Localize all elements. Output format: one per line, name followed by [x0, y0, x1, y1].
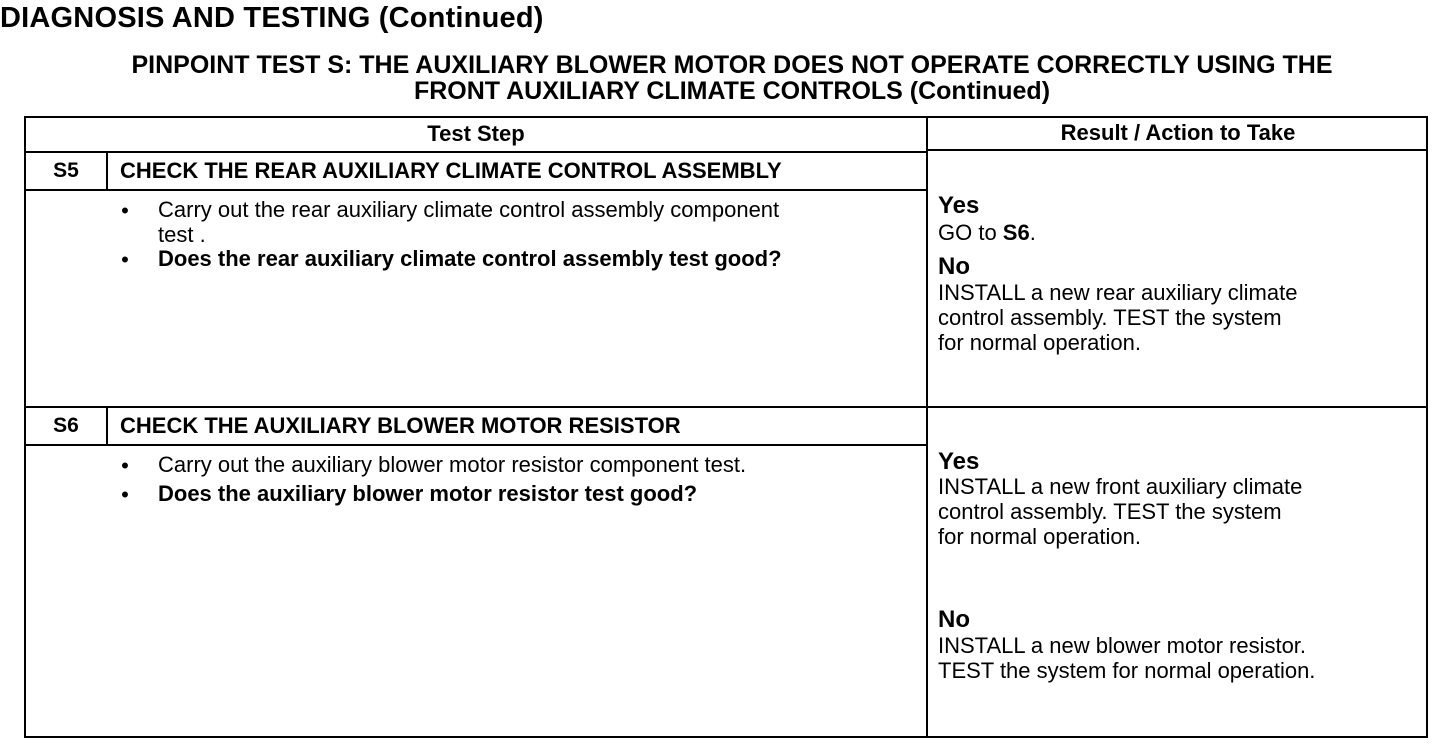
s6-step-question: Does the auxiliary blower motor resistor test good?	[158, 481, 698, 506]
step-title-s6: CHECK THE AUXILIARY BLOWER MOTOR RESISTOR	[120, 413, 681, 438]
header-divider-right	[928, 149, 1428, 151]
s6-id-divider	[106, 408, 108, 444]
step-title-s5: CHECK THE REAR AUXILIARY CLIMATE CONTROL ASSEMBLY	[120, 158, 782, 183]
page-title: DIAGNOSIS AND TESTING (Continued)	[0, 2, 544, 34]
s5-step-question: Does the rear auxiliary climate control assembly test good?	[158, 246, 782, 271]
s5-title-divider	[26, 189, 926, 191]
s6-step-instruction: Carry out the auxiliary blower motor resistor component test.	[158, 452, 747, 477]
pinpoint-test-table	[24, 116, 1428, 738]
row-divider	[26, 406, 1428, 408]
s5-no-label: No	[938, 253, 970, 280]
header-test-step: Test Step	[427, 121, 525, 146]
test-title-line-1: PINPOINT TEST S: THE AUXILIARY BLOWER MOTOR DOES NOT OPERATE CORRECTLY USING THE	[131, 51, 1333, 79]
s5-yes-prefix: GO to	[938, 220, 1003, 245]
s6-yes-action-line-1: INSTALL a new front auxiliary climate	[938, 474, 1303, 499]
test-title-line-2: FRONT AUXILIARY CLIMATE CONTROLS (Continued)	[413, 77, 1051, 105]
step-id-s5: S5	[53, 159, 79, 182]
s5-yes-target: S6	[1002, 220, 1030, 245]
s6-no-action-line-1: INSTALL a new blower motor resistor.	[938, 633, 1307, 658]
s5-step-instruction: Carry out the rear auxiliary climate control assembly component	[158, 197, 780, 222]
s5-no-action-line-2: control assembly. TEST the system	[938, 305, 1282, 330]
s5-no-action-line-1: INSTALL a new rear auxiliary climate	[938, 280, 1298, 305]
step-id-s6: S6	[53, 414, 79, 437]
s5-yes-action	[938, 220, 1036, 245]
column-divider	[926, 118, 928, 736]
s5-step-instruction-cont: test .	[158, 222, 206, 247]
s6-no-label: No	[938, 606, 970, 633]
bullet-icon: •	[121, 453, 129, 478]
header-result-action: Result / Action to Take	[1060, 120, 1296, 145]
s6-yes-action-line-2: control assembly. TEST the system	[938, 499, 1282, 524]
s6-yes-action-line-3: for normal operation.	[938, 524, 1141, 549]
s6-no-action-line-2: TEST the system for normal operation.	[938, 658, 1316, 683]
bullet-icon: •	[121, 482, 129, 507]
header-divider-left	[26, 151, 926, 153]
s6-title-divider	[26, 444, 926, 446]
s5-yes-label: Yes	[938, 192, 980, 219]
s6-yes-label: Yes	[938, 448, 980, 475]
bullet-icon: •	[121, 247, 129, 272]
s5-id-divider	[106, 153, 108, 189]
s5-no-action-line-3: for normal operation.	[938, 330, 1141, 355]
s5-yes-suffix: .	[1029, 220, 1036, 245]
bullet-icon: •	[121, 198, 129, 223]
